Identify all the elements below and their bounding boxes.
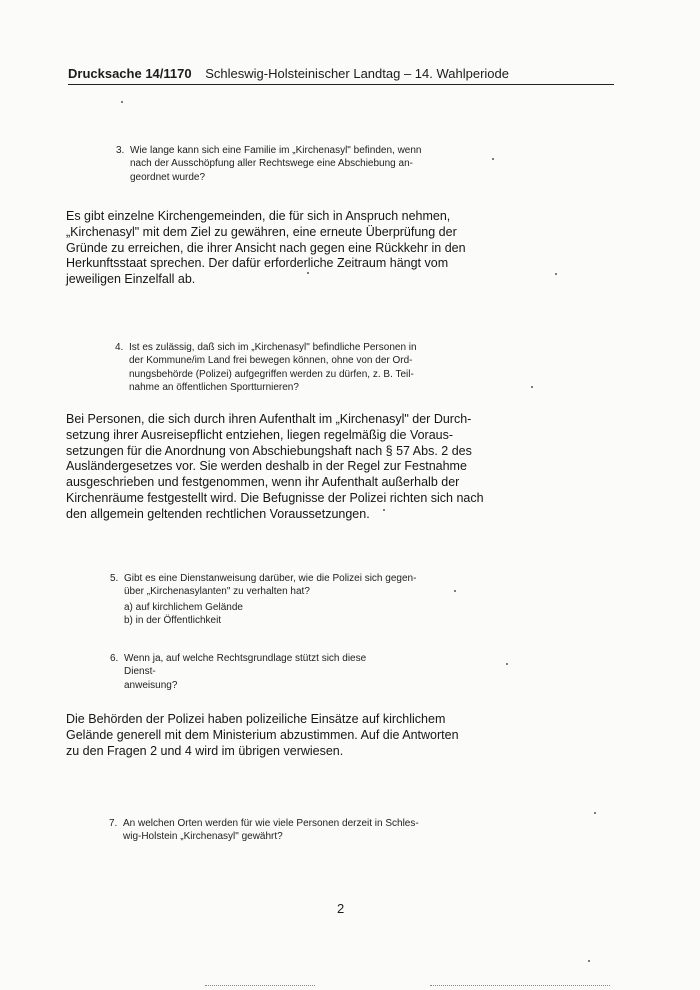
scan-speck (506, 663, 508, 665)
question-5-option-a: a) auf kirchlichem Gelände (124, 602, 243, 613)
question-line: Wenn ja, auf welche Rechtsgrundlage stützt sich diese (124, 653, 367, 664)
question-line: nahme an öffentlichen Sportturnieren? (129, 382, 299, 394)
scan-speck (555, 273, 557, 275)
scan-speck (492, 158, 494, 160)
question-line: geordnet wurde? (130, 171, 206, 183)
question-line: Gibt es eine Dienstanweisung darüber, wie die Polizei sich gegen- (124, 573, 417, 584)
scan-speck (588, 960, 590, 962)
answer-line: Die Behörden der Polizei haben polizeiliche Einsätze auf kirchlichem (66, 712, 446, 726)
question-5-option-b: b) in der Öffentlichkeit (124, 615, 222, 626)
question-number: 5. (110, 573, 119, 584)
question-line: nach der Ausschöpfung aller Rechtswege eine Abschiebung an- (130, 158, 413, 170)
question-line: Wie lange kann sich eine Familie im „Kirchenasyl" befinden, wenn (130, 145, 422, 156)
header-rule (68, 84, 614, 85)
answer-line: Bei Personen, die sich durch ihren Aufenthalt im „Kirchenasyl" der Durch- (66, 412, 472, 426)
question-line: der Kommune/im Land frei bewegen können, ohne von der Ord- (129, 355, 413, 367)
answer-line: jeweiligen Einzelfall ab. (66, 272, 196, 287)
page-number: 2 (337, 901, 345, 916)
answer-line: zu den Fragen 2 und 4 wird im übrigen verwiesen. (66, 743, 344, 758)
scan-edge-line (205, 985, 315, 986)
question-6 (110, 652, 440, 692)
question-5 (110, 572, 455, 599)
page-header (68, 66, 616, 81)
answer-line: Kirchenräume festgestellt wird. Die Befugnisse der Polizei richten sich nach (66, 490, 484, 505)
answer-line: ausgeschrieben und festgenommen, wenn ihr Aufenthalt außerhalb der (66, 475, 460, 490)
question-7 (109, 817, 454, 844)
question-number: 6. (110, 653, 119, 664)
scan-speck (594, 812, 596, 814)
question-3 (116, 144, 456, 184)
scan-speck (531, 386, 533, 388)
answer-line: Es gibt einzelne Kirchengemeinden, die für sich in Anspruch nehmen, (66, 209, 451, 223)
answer-line: setzung ihrer Ausreisepflicht entziehen, liegen regelmäßig die Voraus- (66, 427, 454, 442)
answer-line: Herkunftsstaat sprechen. Der dafür erforderliche Zeitraum hängt vom (66, 256, 449, 271)
question-number: 7. (109, 818, 118, 829)
scan-speck (121, 101, 123, 103)
question-number: 3. (116, 145, 125, 156)
question-line: An welchen Orten werden für wie viele Personen derzeit in Schles- (123, 818, 419, 829)
answer-3 (66, 209, 616, 288)
question-line: nungsbehörde (Polizei) aufgegriffen werden zu dürfen, z. B. Teil- (129, 368, 414, 380)
question-line: Dienst- (124, 666, 156, 678)
question-4 (115, 341, 460, 395)
answer-line: Ausländergesetzes vor. Sie werden deshalb in der Regel zur Festnahme (66, 459, 467, 474)
answer-line: Gründe zu erreichen, die ihrer Ansicht nach gegen eine Rückkehr in den (66, 240, 466, 255)
question-line: Ist es zulässig, daß sich im „Kirchenasyl" befindliche Personen in (129, 342, 417, 353)
question-line: über „Kirchenasylanten" zu verhalten hat? (124, 586, 310, 598)
scan-speck (454, 590, 456, 592)
parliament-title: Schleswig-Holsteinischer Landtag – 14. Wahlperiode (205, 66, 509, 81)
answer-line: „Kirchenasyl" mit dem Ziel zu gewähren, eine erneute Überprüfung der (66, 224, 457, 239)
question-line: wig-Holstein „Kirchenasyl" gewährt? (123, 831, 283, 843)
scan-speck (383, 509, 385, 511)
scan-speck (307, 272, 309, 274)
document-number: Drucksache 14/1170 (68, 66, 192, 81)
question-line: anweisung? (124, 679, 178, 691)
scan-edge-line (430, 985, 610, 986)
answer-line: setzungen für die Anordnung von Abschiebungshaft nach § 57 Abs. 2 des (66, 443, 472, 458)
question-number: 4. (115, 342, 124, 353)
answer-line: den allgemein geltenden rechtlichen Voraussetzungen. (66, 506, 370, 521)
answer-4 (66, 412, 616, 523)
answer-line: Gelände generell mit dem Ministerium abzustimmen. Auf die Antworten (66, 727, 459, 742)
answer-5-6 (66, 712, 616, 759)
